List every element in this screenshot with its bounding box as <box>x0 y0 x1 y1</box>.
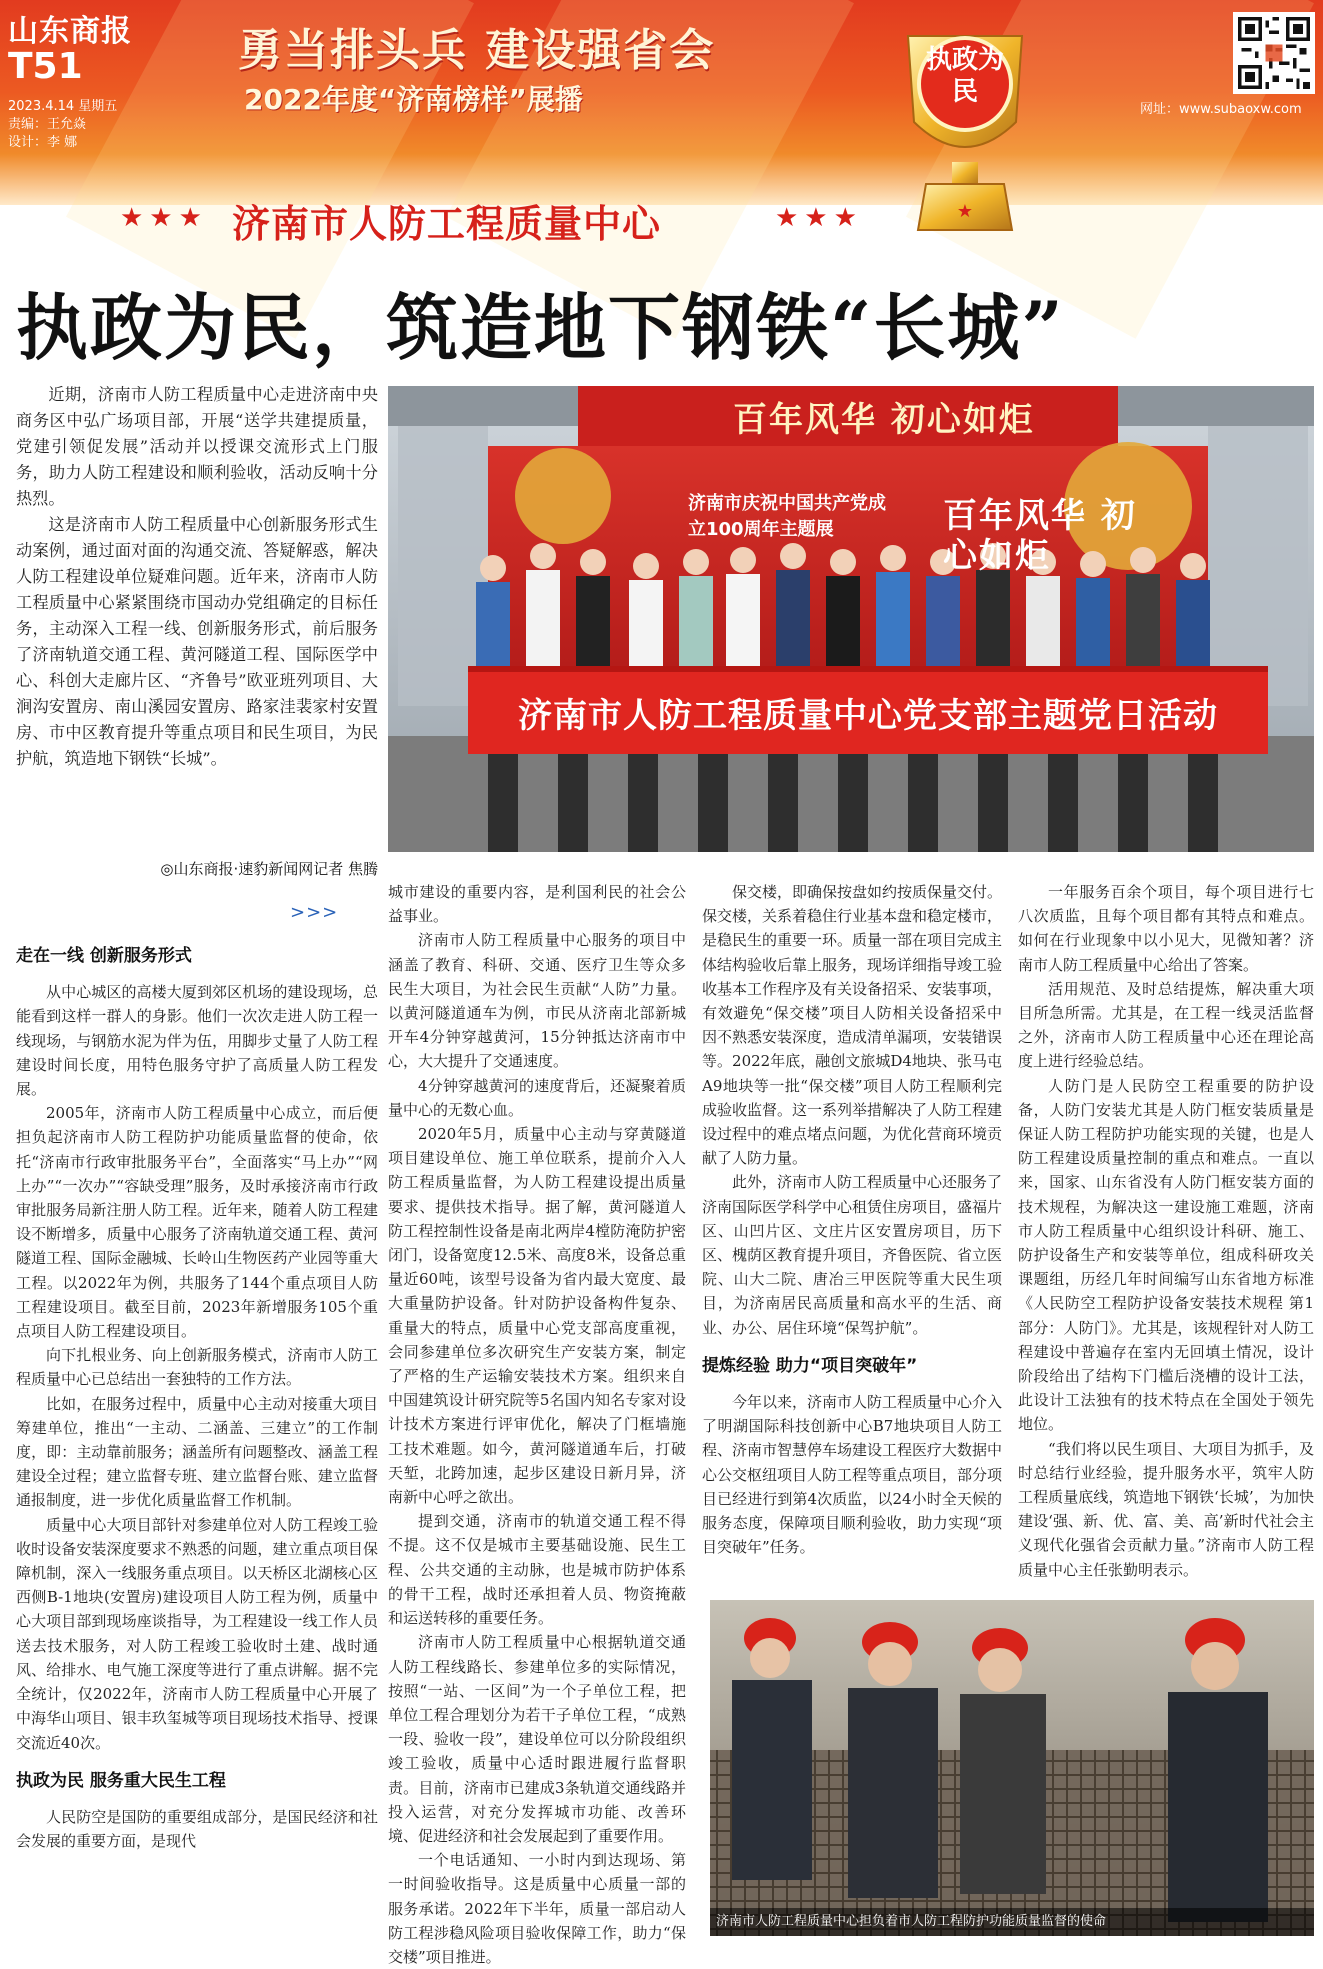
paragraph: 2020年5月，质量中心主动与穿黄隧道项目建设单位、施工单位联系，提前介入人防工程质量监督，为人防工程建设提出质量要求、提供技术指导。据了解，黄河隧道人防工程控制性设备是南北两岸4樘防淹防护密闭门，设备宽度12.5米、高度8米，设备总重量近60吨，该型号设备为省内最大宽度、最大重量防护设备。针对防护设备构件复杂、重量大的特点，质量中心党支部高度重视，会同参建单位多次研究生产安装方案，制定了严格的生产运输安装技术方案。组织来自中国建筑设计研究院等5名国内知名专家对设计技术方案进行评审优化，解决了门框墙施工技术难题。如今，黄河隧道通车后，打破天堑，北跨加速，起步区建设日新月异，济南新中心呼之欲出。 <box>388 1125 686 1507</box>
article-column-2 <box>388 880 686 1969</box>
paper-name: 山东商报 <box>8 14 132 49</box>
paragraph: 4分钟穿越黄河的速度背后，还凝聚着质量中心的无数心血。 <box>388 1076 686 1119</box>
paragraph: “我们将以民生项目、大项目为抓手，及时总结行业经验，提升服务水平，筑牢人防工程质量底线，筑造地下钢铁‘长城’，为加快建设‘强、新、优、富、美、高’新时代社会主义现代化强省会贡献力量。”济南市人防工程质量中心主任张勤明表示。 <box>1018 1439 1314 1579</box>
issue-date: 2023.4.14 星期五 <box>8 99 118 114</box>
paragraph: 今年以来，济南市人防工程质量中心介入了明湖国际科技创新中心B7地块项目人防工程、济南市智慧停车场建设工程医疗大数据中心公交枢纽项目人防工程等重点项目，部分项目已经进行到第4次质监，以24小时全天候的服务态度，保障项目顺利验收，助力实现“项目突破年”任务。 <box>702 1393 1003 1557</box>
stars-right-icon: ★★★ <box>775 203 863 233</box>
photo-backdrop-slogan: 百年风华 初心如炬 <box>733 400 1035 440</box>
designer-credit: 设计：李 娜 <box>8 135 78 150</box>
paragraph: 人防门是人民防空工程重要的防护设备，人防门安装尤其是人防门框安装质量是保证人防工程防护功能实现的关键，也是人防工程建设质量控制的重点和难点。一直以来，国家、山东省没有人防门框安装方面的技术规程，为解决这一建设施工难题，济南市人防工程质量中心组织设计科研、施工、防护设备生产和安装等单位，组成科研攻关课题组，历经几年时间编写山东省地方标准《人民防空工程防护设备安装技术规程 第1部分：人防门》。尤其是，该规程针对人防工程建设中普遍存在室内无回填土情况，设计阶段给出了结构下门槛后浇槽的设计工法，此设计工法独有的技术特点在全国处于领先地位。 <box>1018 1076 1314 1434</box>
paragraph: 城市建设的重要内容，是利国利民的社会公益事业。 <box>388 883 686 926</box>
photo-backdrop-big: 百年风华 初心如炬 <box>943 496 1137 576</box>
paragraph: 济南市人防工程质量中心服务的项目中涵盖了教育、科研、交通、医疗卫生等众多民生大项目，为社会民生贡献“人防”力量。以黄河隧道通车为例，市民从济南北部新城开车4分钟穿越黄河，15分钟抵达济南市中心，大大提升了交通速度。 <box>388 931 686 1071</box>
paragraph: 一个电话通知、一小时内到达现场、第一时间验收指导。这是质量中心质量一部的服务承诺。2022年下半年，质量一部启动人防工程涉稳风险项目验收保障工作，助力“保交楼”项目推进。 <box>388 1851 686 1966</box>
chevron-right-icon: >>> <box>290 902 339 923</box>
group-photo <box>388 386 1314 852</box>
svg-text:★: ★ <box>956 201 974 222</box>
intro-column <box>16 382 378 772</box>
stars-left-icon: ★★★ <box>120 203 208 233</box>
paragraph: 活用规范、及时总结提炼，解决重大项目所急所需。尤其是，在工程一线灵活监督之外，济南市人防工程质量中心还在理论高度上进行经验总结。 <box>1018 979 1314 1071</box>
paragraph: 向下扎根业务、向上创新服务模式，济南市人防工程质量中心已总结出一套独特的工作方法。 <box>16 1346 378 1389</box>
intro-paragraph: 这是济南市人防工程质量中心创新服务形式生动案例，通过面对面的沟通交流、答疑解惑，解决人防工程建设单位疑难问题。近年来，济南市人防工程质量中心紧紧围绕市国动办党组确定的目标任务，主动深入工程一线、创新服务形式，前后服务了济南轨道交通工程、黄河隧道工程、国际医学中心、科创大走廊片区、“齐鲁号”欧亚班列项目、大涧沟安置房、南山溪园安置房、路家洼裴家村安置房、市中区教育提升等重点项目和民生项目，为民护航，筑造地下钢铁“长城”。 <box>16 515 378 768</box>
paragraph: 保交楼，即确保按盘如约按质保量交付。保交楼，关系着稳住行业基本盘和稳定楼市，是稳民生的重要一环。质量一部在项目完成主体结构验收后靠上服务，现场详细指导竣工验收基本工作程序及有关设备招采、安装事项，有效避免“保交楼”项目人防相关设备招采中因不熟悉安装深度，造成清单漏项，安装错误等。2022年底，融创文旅城D4地块、张马屯A9地块等一批“保交楼”项目人防工程顺利完成验收监督。这一系列举措解决了人防工程建设过程中的难点堵点问题，为优化营商环境贡献了人防力量。 <box>702 883 1003 1168</box>
paragraph: 一年服务百余个项目，每个项目进行七八次质监，且每个项目都有其特点和难点。如何在行业现象中以小见大，见微知著？济南市人防工程质量中心给出了答案。 <box>1018 883 1314 974</box>
masthead <box>0 0 1323 205</box>
subheading: 执政为民 服务重大民生工程 <box>16 1770 226 1791</box>
paragraph: 提到交通，济南市的轨道交通工程不得不提。这不仅是城市主要基础设施、民生工程、公共交通的主动脉，也是城市防护体系的骨干工程，战时还承担着人员、物资掩蔽和运送转移的重要任务。 <box>388 1512 686 1628</box>
photo-banner: 济南市人防工程质量中心党支部主题党日活动 <box>518 696 1218 736</box>
section-title: 济南市人防工程质量中心 <box>232 202 662 246</box>
paragraph: 比如，在服务过程中，质量中心主动对接重大项目筹建单位，推出“一主动、二涵盖、三建立”的工作制度，即：主动靠前服务；涵盖所有问题整改、涵盖工程建设全过程；建立监督专班、建立监督台账、建立监督通报制度，进一步优化质量监督工作机制。 <box>16 1394 378 1510</box>
paragraph: 人民防空是国防的重要组成部分，是国民经济和社会发展的重要方面，是现代 <box>16 1807 378 1851</box>
masthead-slogan: 勇当排头兵 建设强省会 <box>238 25 716 76</box>
subheading: 提炼经验 助力“项目突破年” <box>702 1355 918 1376</box>
article-column-4 <box>1018 880 1314 1582</box>
site-inspection-photo <box>710 1600 1314 1936</box>
qr-code-icon <box>1233 12 1315 94</box>
section-title-row <box>120 193 920 249</box>
editor-credit: 责编：王允焱 <box>8 117 87 132</box>
badge-text: 执政为民 <box>925 45 1004 107</box>
article-column-3 <box>702 880 1002 1559</box>
headline: 执政为民，筑造地下钢铁“长城” <box>16 285 1065 370</box>
article-column-1 <box>16 930 378 1853</box>
page-number: T51 <box>8 46 83 87</box>
paragraph: 从中心城区的高楼大厦到郊区机场的建设现场，总能看到这样一群人的身影。他们一次次走进人防工程一线现场，与钢筋水泥为伴为伍，用脚步丈量了人防工程建设时间长度，用特色服务守护了高质量人防工程发展。 <box>16 983 378 1099</box>
paragraph: 济南市人防工程质量中心根据轨道交通人防工程线路长、参建单位多的实际情况，按照“一站、一区间”为一个子单位工程，把单位工程合理划分为若干子单位工程，“成熟一段、验收一段”，建设单位可以分阶段组织竣工验收，质量中心适时跟进履行监督职责。目前，济南市已建成3条轨道交通线路并投入运营，对充分发挥城市功能、改善环境、促进经济和社会发展起到了重要作用。 <box>388 1633 686 1845</box>
photo-backdrop-text: 济南市庆祝中国共产党成立100周年主题展 <box>688 493 886 540</box>
paragraph: 此外，济南市人防工程质量中心还服务了济南国际医学科学中心租赁住房项目，盛福片区、山凹片区、文庄片区安置房项目，历下区、槐荫区教育提升项目，齐鲁医院、省立医院、山大二院、唐冶三甲医院等重大民生项目，为济南居民高质量和高水平的生活、商业、办公、居住环境“保驾护航”。 <box>702 1173 1003 1337</box>
paragraph: 2005年，济南市人防工程质量中心成立，而后便担负起济南市人防工程防护功能质量监督的使命，依托“济南市行政审批服务平台”，全面落实“马上办”“网上办”“一次办”“容缺受理”服务，及时承接济南市行政审批服务局新注册人防工程。近年来，随着人防工程建设不断增多，质量中心服务了济南轨道交通工程、黄河隧道工程、国际金融城、长岭山生物医药产业园等重大工程。以2022年为例，共服务了144个重点项目人防工程建设项目。截至目前，2023年新增服务105个重点项目人防工程建设项目。 <box>16 1104 378 1341</box>
website-url: 网址：www.subaoxw.com <box>1140 102 1302 117</box>
masthead-sub-slogan: 2022年度“济南榜样”展播 <box>244 83 583 116</box>
intro-paragraph: 近期，济南市人防工程质量中心走进济南中央商务区中弘广场项目部，开展“送学共建提质量，党建引领促发展”活动并以授课交流形式上门服务，助力人防工程建设和顺利验收，活动反响十分热烈。 <box>16 385 378 508</box>
paragraph: 质量中心大项目部针对参建单位对人防工程竣工验收时设备安装深度要求不熟悉的问题，建立重点项目保障机制，深入一线服务重点项目。以天桥区北湖核心区西侧B-1地块(安置房)建设项目人防工程为例，质量中心大项目部到现场座谈指导，为工程建设一线工作人员送去技术服务，对人防工程竣工验收时土建、战时通风、给排水、电气施工深度等进行了重点讲解。据不完全统计，仅2022年，济南市人防工程质量中心开展了中海华山项目、银丰玖玺城等项目现场技术指导、授课交流近40次。 <box>16 1515 378 1752</box>
subheading: 走在一线 创新服务形式 <box>16 946 192 966</box>
photo-caption: 济南市人防工程质量中心担负着市人防工程防护功能质量监督的使命 <box>710 1908 1314 1936</box>
byline: ◎山东商报·速豹新闻网记者 焦腾 <box>160 860 378 878</box>
